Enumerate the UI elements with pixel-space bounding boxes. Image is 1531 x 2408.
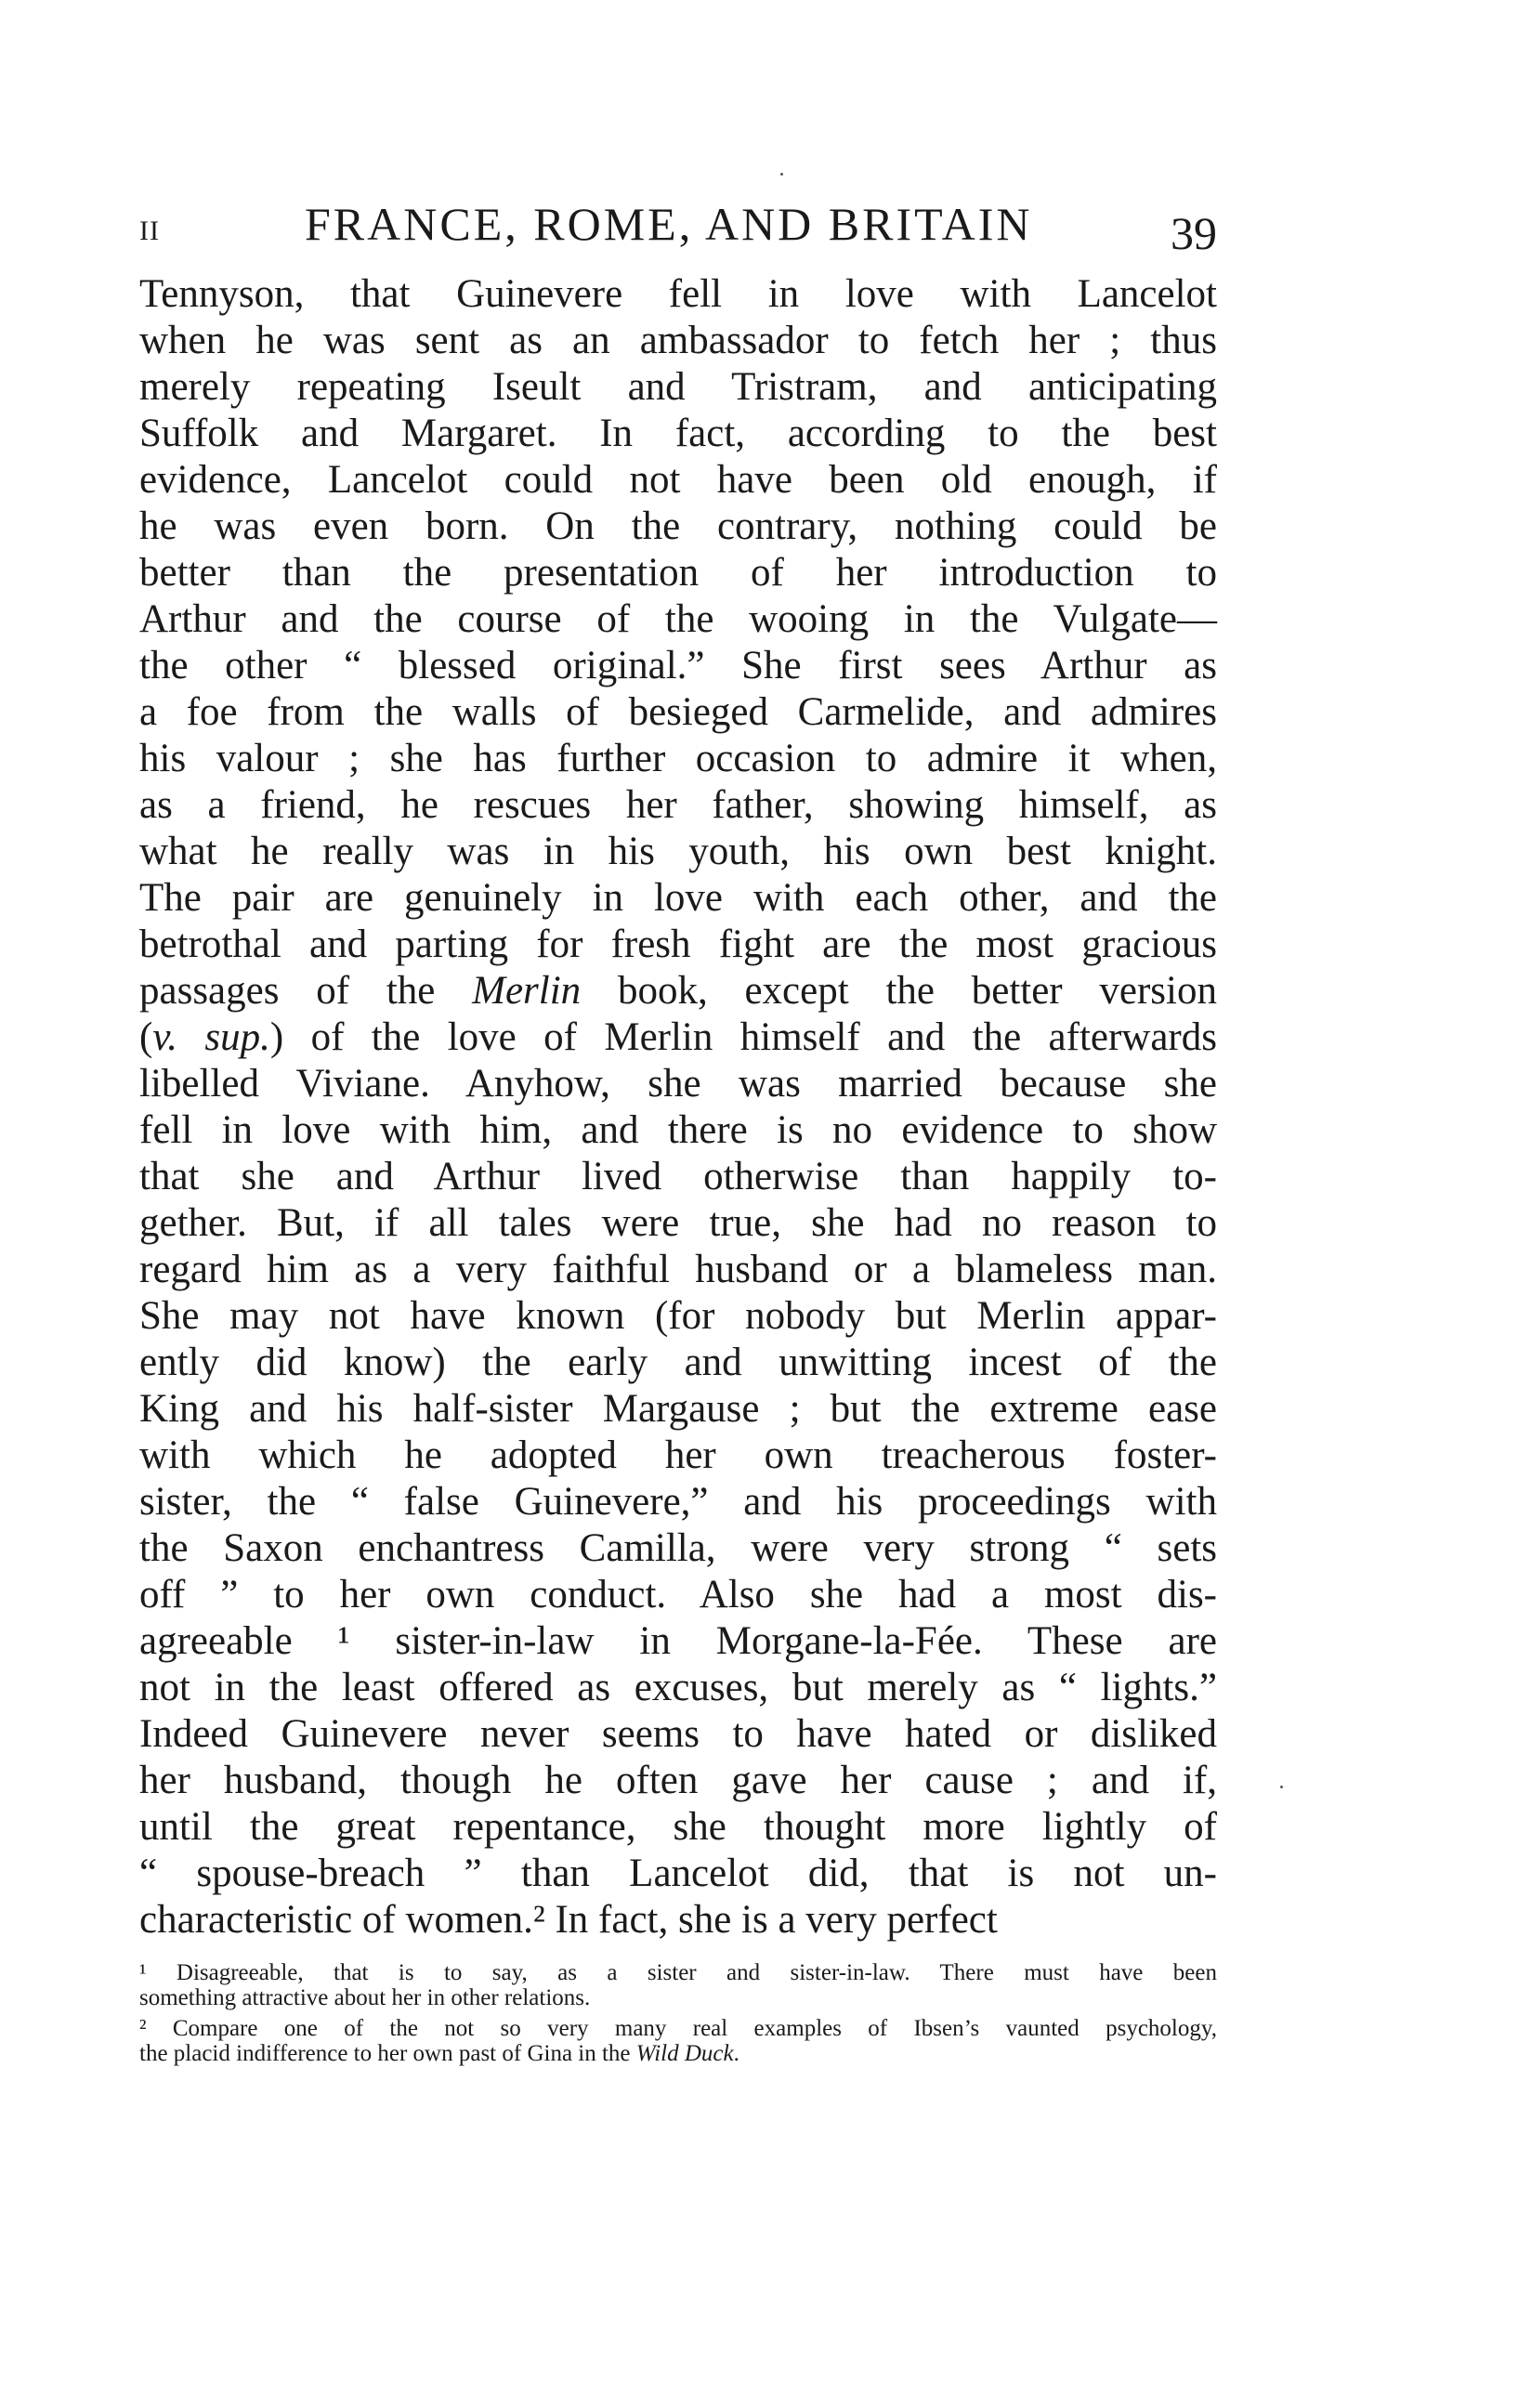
text-line: ently did know) the early and unwitting incest of the: [139, 1341, 1217, 1384]
text-line: regard him as a very faithful husband or a blameless man.: [139, 1248, 1217, 1291]
text-line: evidence, Lancelot could not have been old enough, if: [139, 458, 1217, 502]
ink-speck: [1280, 1786, 1283, 1788]
text-line: The pair are genuinely in love with each other, and the: [139, 876, 1217, 920]
text-line: Tennyson, that Guinevere fell in love with Lancelot: [139, 272, 1217, 316]
page-number: 39: [1171, 207, 1217, 259]
text-line: agreeable ¹ sister-in-law in Morgane-la-Fée. These are: [139, 1619, 1217, 1663]
text-line: what he really was in his youth, his own best knight.: [139, 830, 1217, 873]
footnote-1-line: something attractive about her in other relations.: [139, 1985, 591, 2010]
chapter-number: II: [139, 216, 160, 246]
text-line: as a friend, he rescues her father, showing himself, as: [139, 783, 1217, 827]
text-line: libelled Viviane. Anyhow, she was married because she: [139, 1062, 1217, 1106]
running-title: FRANCE, ROME, AND BRITAIN: [305, 198, 1033, 250]
text-line: She may not have known (for nobody but Merlin appar-: [139, 1294, 1217, 1338]
text-line: fell in love with him, and there is no evidence to show: [139, 1108, 1217, 1152]
footnotes: [139, 1960, 1217, 2066]
text-line: her husband, though he often gave her cause ; and if,: [139, 1759, 1217, 1802]
text-line: Indeed Guinevere never seems to have hated or disliked: [139, 1712, 1217, 1756]
text-line: off ” to her own conduct. Also she had a most dis-: [139, 1573, 1217, 1616]
footnote-1-line: ¹ Disagreeable, that is to say, as a sister and sister-in-law. There must have been: [139, 1960, 1217, 1985]
text-line: passages of the Merlin book, except the better version: [139, 969, 1217, 1013]
text-line: gether. But, if all tales were true, she had no reason to: [139, 1201, 1217, 1245]
text-line: when he was sent as an ambassador to fetch her ; thus: [139, 319, 1217, 362]
footnote-2-line: ² Compare one of the not so very many real examples of Ibsen’s vaunted psychology,: [139, 2016, 1217, 2041]
text-line: he was even born. On the contrary, nothing could be: [139, 504, 1217, 548]
text-line: that she and Arthur lived otherwise than happily to-: [139, 1155, 1217, 1198]
footnote-2-line: the placid indifference to her own past of Gina in the Wild Duck.: [139, 2041, 739, 2066]
text-line: the other “ blessed original.” She first sees Arthur as: [139, 644, 1217, 687]
text-line: with which he adopted her own treacherous foster-: [139, 1433, 1217, 1477]
text-line: Suffolk and Margaret. In fact, according to the best: [139, 412, 1217, 455]
text-line: betrothal and parting for fresh fight are the most gracious: [139, 923, 1217, 966]
text-line: not in the least offered as excuses, but merely as “ lights.”: [139, 1666, 1217, 1709]
text-line: characteristic of women.² In fact, she is a very perfect: [139, 1898, 998, 1942]
text-line: better than the presentation of her introduction to: [139, 551, 1217, 595]
text-line: until the great repentance, she thought more lightly of: [139, 1805, 1217, 1849]
text-line: Arthur and the course of the wooing in the Vulgate—: [139, 597, 1217, 641]
text-line: merely repeating Iseult and Tristram, and anticipating: [139, 365, 1217, 409]
text-line: (v. sup.) of the love of Merlin himself and the afterwards: [139, 1015, 1217, 1059]
text-line: “ spouse-breach ” than Lancelot did, that is not un-: [139, 1852, 1217, 1895]
ink-speck: [780, 173, 783, 176]
text-line: the Saxon enchantress Camilla, were very strong “ sets: [139, 1526, 1217, 1570]
text-line: sister, the “ false Guinevere,” and his proceedings with: [139, 1480, 1217, 1524]
text-line: his valour ; she has further occasion to admire it when,: [139, 737, 1217, 780]
text-line: King and his half-sister Margause ; but the extreme ease: [139, 1387, 1217, 1431]
text-line: a foe from the walls of besieged Carmelide, and admires: [139, 690, 1217, 734]
body-text: [139, 271, 1217, 1943]
running-head: [139, 197, 1217, 262]
